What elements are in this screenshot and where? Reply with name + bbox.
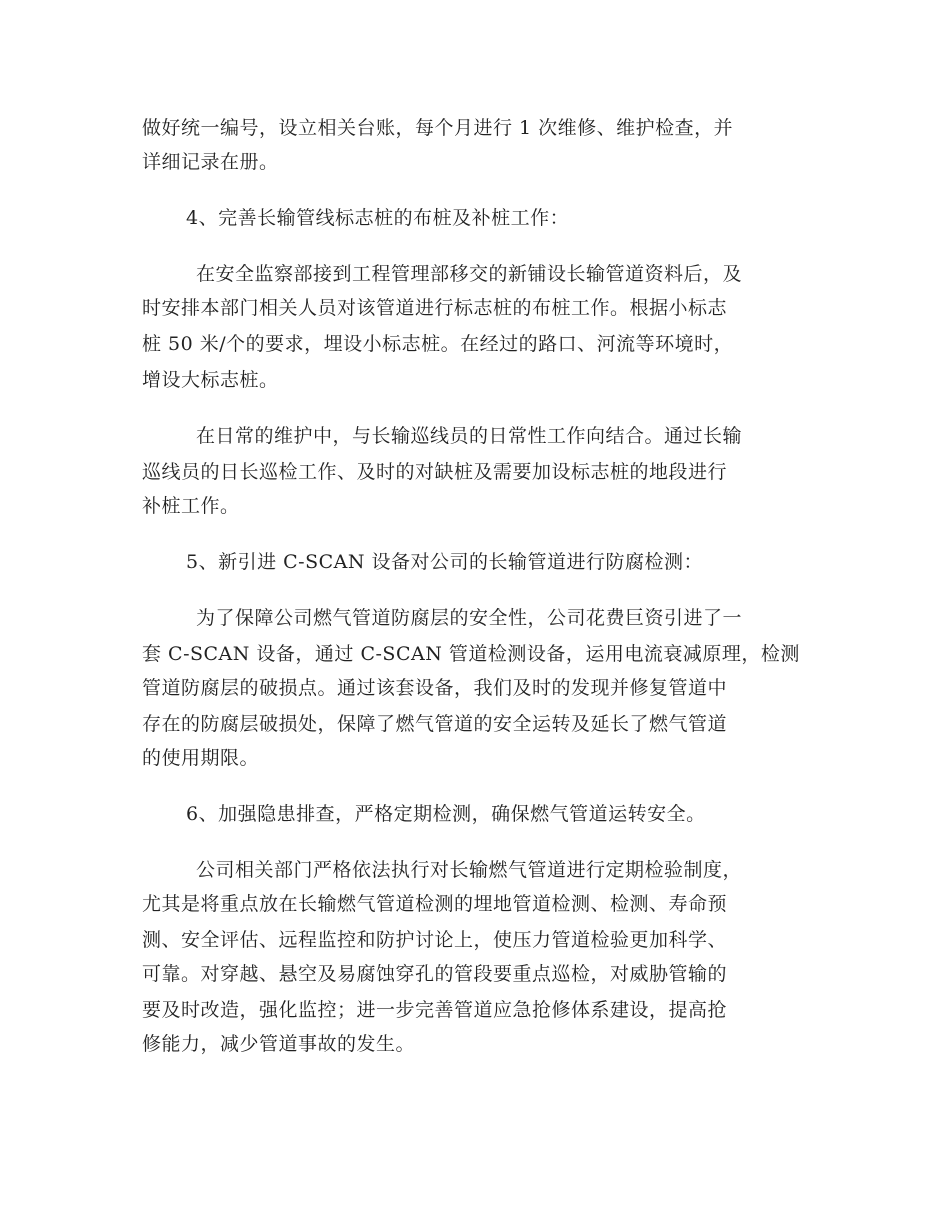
paragraph-line: 可靠。对穿越、悬空及易腐蚀穿孔的管段要重点巡检，对威胁管输的 (142, 963, 728, 985)
paragraph-line: 增设大标志桩。 (142, 369, 279, 391)
paragraph-line: 公司相关部门严格依法执行对长输燃气管道进行定期检验制度， (196, 859, 743, 881)
paragraph-line: 管道防腐层的破损点。通过该套设备，我们及时的发现并修复管道中 (142, 677, 728, 699)
paragraph-line: 存在的防腐层破损处，保障了燃气管道的安全运转及延长了燃气管道 (142, 713, 728, 735)
paragraph-line: 做好统一编号，设立相关台账，每个月进行 1 次维修、维护检查，并 (142, 117, 734, 139)
section-heading-6: 6、加强隐患排查，严格定期检测，确保燃气管道运转安全。 (186, 803, 706, 825)
section-heading-4: 4、完善长输管线标志桩的布桩及补桩工作： (186, 207, 570, 229)
paragraph-line: 尤其是将重点放在长输燃气管道检测的埋地管道检测、检测、寿命预 (142, 893, 728, 915)
paragraph-line: 在安全监察部接到工程管理部移交的新铺设长输管道资料后，及 (196, 263, 743, 285)
paragraph-line: 桩 50 米/个的要求，埋设小标志桩。在经过的路口、河流等环境时， (142, 333, 734, 355)
paragraph-line: 套 C-SCAN 设备，通过 C-SCAN 管道检测设备，运用电流衰减原理，检测 (142, 643, 800, 665)
paragraph-line: 在日常的维护中，与长输巡线员的日常性工作向结合。通过长输 (196, 425, 743, 447)
section-heading-5: 5、新引进 C-SCAN 设备对公司的长输管道进行防腐检测： (186, 551, 704, 573)
paragraph-line: 测、安全评估、远程监控和防护讨论上，使压力管道检验更加科学、 (142, 929, 728, 951)
paragraph-line: 要及时改造，强化监控；进一步完善管道应急抢修体系建设，提高抢 (142, 999, 728, 1021)
paragraph-line: 补桩工作。 (142, 495, 240, 517)
paragraph-line: 详细记录在册。 (142, 151, 279, 173)
paragraph-line: 时安排本部门相关人员对该管道进行标志桩的布桩工作。根据小标志 (142, 297, 728, 319)
paragraph-line: 修能力，减少管道事故的发生。 (142, 1033, 416, 1055)
paragraph-line: 的使用期限。 (142, 747, 260, 769)
paragraph-line: 巡线员的日长巡检工作、及时的对缺桩及需要加设标志桩的地段进行 (142, 461, 728, 483)
paragraph-line: 为了保障公司燃气管道防腐层的安全性，公司花费巨资引进了一 (196, 607, 743, 629)
